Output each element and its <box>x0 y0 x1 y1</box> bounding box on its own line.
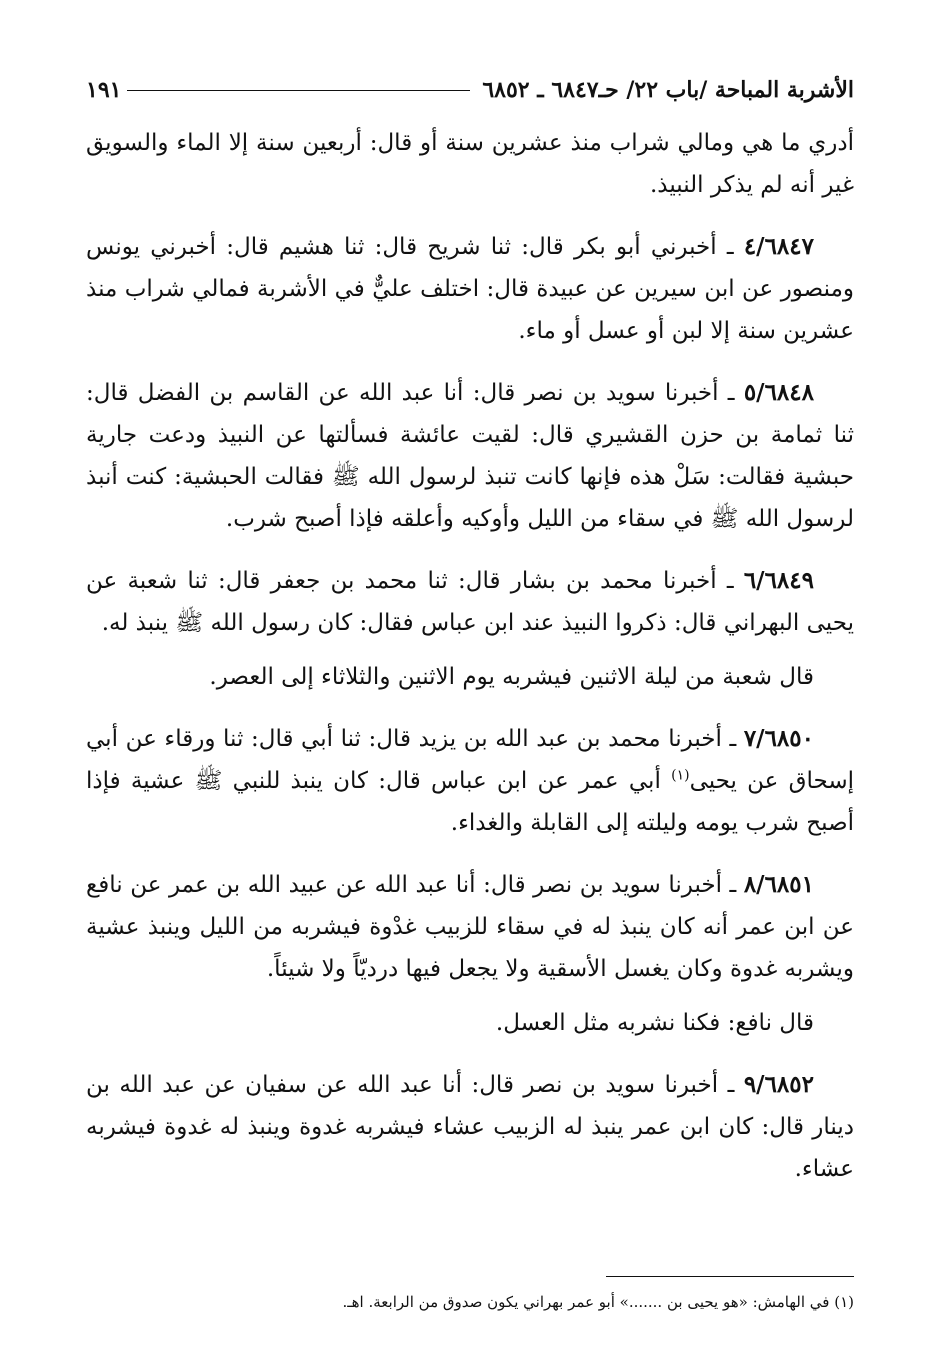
paragraph-text: ـ أخبرنا محمد بن بشار قال: ثنا محمد بن جعفر قال: ثنا شعبة عن يحيى البهراني قال: ذكروا النبيذ عند ابن عباس فقال: كان رسول الله ﷺ ينبذ له. <box>86 568 854 636</box>
comment-paragraph <box>86 1002 854 1044</box>
running-title: الأشربة المباحة /باب ٢٢/ حـ٦٨٤٧ ـ ٦٨٥٢ <box>482 77 854 103</box>
paragraph-text: أدري ما هي ومالي شراب منذ عشرين سنة أو قال: أربعين سنة إلا الماء والسويق غير أنه لم يذكر النبيذ. <box>86 130 854 198</box>
hadith-paragraph <box>86 718 854 844</box>
footnote-rule <box>606 1276 854 1277</box>
running-header <box>86 70 854 110</box>
footnote: (١) في الهامش: «هو يحيى بن .......» أبو عمر بهراني يكون صدوق من الرابعة. اهـ. <box>342 1293 854 1311</box>
hadith-number: ٨/٦٨٥١ <box>743 871 814 898</box>
hadith-paragraph <box>86 226 854 352</box>
hadith-paragraph <box>86 864 854 990</box>
paragraph-text: ـ أخبرنا سويد بن نصر قال: أنا عبد الله عن القاسم بن الفضل قال: ثنا ثمامة بن حزن القشيري قال: لقيت عائشة فسألتها عن النبيذ ودعت جارية حبشية فقالت: سَلْ هذه فإنها كانت تنبذ لرسول الله ﷺ فقالت الحبشية: كنت أنبذ لرسول الله ﷺ في سقاء من الليل وأوكيه وأعلقه فإذا أصبح شرب. <box>86 380 854 532</box>
comment-paragraph <box>86 656 854 698</box>
paragraph-text: ـ أخبرنا سويد بن نصر قال: أنا عبد الله عن عبيد الله بن عمر عن نافع عن ابن عمر أنه كان ينبذ له في سقاء للزبيب غدْوة فيشربه من الليل وينبذ عشية ويشربه غدوة وكان يغسل الأسقية ولا يجعل فيها درديّاً ولا شيئاً. <box>86 872 854 982</box>
hadith-number: ٥/٦٨٤٨ <box>743 379 814 406</box>
paragraph-text: ـ أخبرني أبو بكر قال: ثنا شريح قال: ثنا هشيم قال: أخبرني يونس ومنصور عن ابن سيرين عن عبيدة قال: اختلف عليٌّ في الأشربة فمالي شراب منذ عشرين سنة إلا لبن أو عسل أو ماء. <box>86 234 854 344</box>
header-rule <box>127 90 470 91</box>
footnote-reference: (١) <box>671 767 690 784</box>
hadith-paragraph <box>86 372 854 540</box>
paragraph-text: أبي عمر عن ابن عباس قال: كان ينبذ للنبي ﷺ عشية فإذا أصبح شرب يومه وليلته إلى القابلة والغداء. <box>86 768 854 836</box>
paragraph-text: قال شعبة من ليلة الاثنين فيشربه يوم الاثنين والثلاثاء إلى العصر. <box>209 664 814 690</box>
hadith-paragraph <box>86 560 854 644</box>
hadith-number: ٦/٦٨٤٩ <box>743 567 814 594</box>
hadith-paragraph <box>86 1064 854 1190</box>
paragraph-continuation <box>86 122 854 206</box>
page-number: ١٩١ <box>86 77 122 103</box>
paragraph-text: ـ أخبرنا سويد بن نصر قال: أنا عبد الله عن سفيان عن عبد الله بن دينار قال: كان ابن عمر ينبذ له الزبيب عشاء فيشربه غدوة وينبذ له غدوة فيشربه عشاء. <box>86 1072 854 1182</box>
hadith-number: ٩/٦٨٥٢ <box>743 1071 814 1098</box>
paragraph-text: ـ أخبرنا محمد بن عبد الله بن يزيد قال: ثنا أبي قال: ثنا ورقاء عن أبي إسحاق عن يحيى <box>86 726 854 794</box>
hadith-number: ٤/٦٨٤٧ <box>743 233 814 260</box>
hadith-number: ٧/٦٨٥٠ <box>743 725 814 752</box>
paragraph-text: قال نافع: فكنا نشربه مثل العسل. <box>495 1010 814 1036</box>
body-text <box>86 122 854 1190</box>
book-page <box>86 70 854 1330</box>
